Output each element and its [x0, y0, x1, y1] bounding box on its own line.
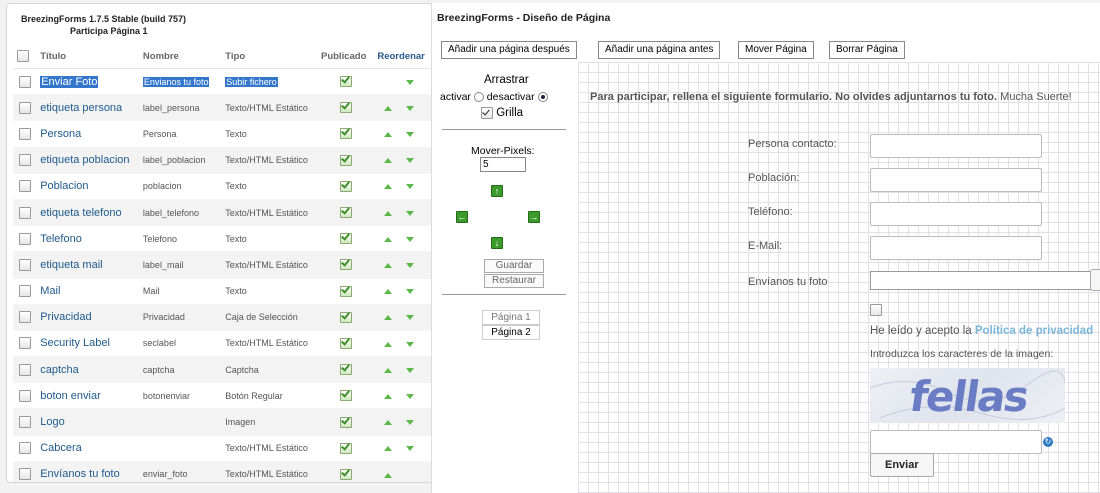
row-title-link[interactable]: Cabcera [40, 442, 82, 455]
published-icon[interactable] [339, 75, 351, 86]
telefono-input[interactable] [870, 202, 1042, 226]
row-type: Texto/HTML Estático [225, 102, 308, 113]
row-checkbox[interactable] [19, 154, 31, 166]
move-down-icon[interactable] [406, 184, 414, 189]
row-name: Persona [142, 128, 177, 139]
move-pixels-input[interactable]: 5 [480, 157, 526, 172]
row-published-cell [317, 435, 373, 461]
row-type: Texto/HTML Estático [225, 338, 308, 349]
deactivate-radio[interactable] [538, 92, 548, 102]
browse-button[interactable] [1090, 269, 1100, 291]
designer-title: BreezingForms - Diseño de Página [437, 12, 611, 24]
row-published-cell [317, 252, 373, 278]
form-intro [590, 91, 1072, 103]
email-label: E-Mail: [748, 240, 783, 252]
move-down-icon[interactable] [406, 420, 414, 425]
row-name: Privacidad [142, 312, 185, 323]
row-type-cell [221, 304, 317, 330]
move-down-icon[interactable] [406, 368, 414, 373]
row-checkbox[interactable] [19, 259, 31, 271]
row-checkbox[interactable] [19, 390, 31, 402]
row-type: Imagen [225, 417, 256, 428]
row-reorder-cell [373, 226, 432, 252]
deactivate-label: desactivar [486, 91, 535, 103]
row-name-cell [139, 357, 221, 383]
row-reorder-cell [373, 357, 432, 383]
row-name-cell [139, 95, 221, 121]
captcha-input[interactable] [870, 430, 1042, 454]
published-icon[interactable] [339, 442, 351, 453]
move-up-icon[interactable] [384, 132, 392, 137]
row-title-cell [36, 147, 139, 173]
row-type-cell [221, 121, 317, 147]
row-name: seclabel [142, 338, 176, 349]
move-up-icon[interactable] [384, 289, 392, 294]
row-name-cell [139, 278, 221, 304]
row-select-cell [13, 357, 36, 383]
delete-page-button[interactable]: Borrar Página [829, 41, 905, 59]
row-name: label_poblacion [142, 155, 206, 166]
photo-file-input[interactable] [870, 271, 1097, 290]
col-title[interactable]: Título [36, 44, 139, 69]
row-type: Captcha [225, 364, 259, 375]
row-name-cell [139, 409, 221, 435]
row-name-cell [139, 199, 221, 225]
row-title-link[interactable]: etiqueta poblacion [40, 154, 130, 167]
row-select-cell [13, 69, 36, 95]
row-reorder-cell [373, 95, 432, 121]
col-published[interactable]: Publicado [317, 44, 373, 69]
row-name: Mail [142, 286, 160, 297]
row-published-cell [317, 383, 373, 409]
move-down-icon[interactable] [406, 446, 414, 451]
app-title: BreezingForms 1.7.5 Stable (build 757) [21, 14, 187, 24]
row-name-cell [139, 173, 221, 199]
row-type: Texto [225, 233, 247, 244]
row-title-link[interactable]: etiqueta telefono [40, 206, 122, 219]
row-name: label_mail [142, 259, 184, 270]
save-button[interactable]: Guardar [484, 259, 544, 273]
row-title-link[interactable]: etiqueta mail [40, 258, 103, 271]
move-down-icon[interactable] [406, 315, 414, 320]
row-select-cell [13, 121, 36, 147]
activate-label: activar [440, 91, 471, 103]
row-checkbox[interactable] [19, 207, 31, 219]
move-up-icon[interactable] [384, 420, 392, 425]
row-published-cell [317, 330, 373, 356]
row-checkbox[interactable] [19, 311, 31, 323]
move-up-icon[interactable] [384, 106, 392, 111]
row-title-link[interactable]: Privacidad [40, 311, 92, 324]
row-reorder-cell [373, 330, 432, 356]
row-name: Envianos tu foto [143, 76, 209, 87]
row-title-cell [36, 252, 139, 278]
table-row[interactable] [13, 435, 432, 461]
move-down-icon[interactable] [406, 394, 414, 399]
move-down-icon[interactable] [406, 80, 414, 85]
select-all-checkbox[interactable] [17, 50, 29, 62]
row-checkbox[interactable] [19, 468, 31, 480]
row-title-link[interactable]: Mail [40, 285, 61, 298]
row-title-link[interactable]: Enviar Foto [41, 75, 98, 88]
row-type: Texto [225, 181, 247, 192]
row-published-cell [317, 409, 373, 435]
table-row[interactable] [13, 409, 432, 435]
row-title-link[interactable]: boton enviar [40, 389, 101, 402]
published-icon[interactable] [339, 416, 351, 427]
row-type-cell [221, 95, 317, 121]
row-title-cell [36, 199, 139, 225]
move-down-icon[interactable] [406, 263, 414, 268]
row-name: enviar_foto [142, 469, 188, 480]
restore-button[interactable]: Restaurar [484, 274, 544, 288]
select-all-cell [13, 44, 36, 69]
row-checkbox[interactable] [19, 128, 31, 140]
row-reorder-cell [373, 278, 432, 304]
table-row[interactable] [13, 461, 432, 483]
move-down-icon[interactable] [406, 158, 414, 163]
table-row[interactable] [13, 69, 432, 95]
row-checkbox[interactable] [19, 233, 31, 245]
photo-label: Envíanos tu foto [748, 276, 828, 288]
poblacion-input[interactable] [870, 168, 1042, 192]
intro-normal-text: Mucha Suerte! [1000, 91, 1072, 103]
row-select-cell [13, 95, 36, 121]
row-reorder-cell [373, 461, 432, 483]
grid-toggle [481, 107, 523, 119]
row-type-cell [221, 278, 317, 304]
row-name-cell [139, 226, 221, 252]
row-published-cell [317, 461, 373, 483]
row-published-cell [317, 121, 373, 147]
row-published-cell [317, 357, 373, 383]
add-page-after-button[interactable]: Añadir una página después [441, 41, 577, 59]
row-title-cell [36, 330, 139, 356]
send-button[interactable]: Enviar [870, 453, 934, 477]
published-icon[interactable] [339, 180, 351, 191]
table-row[interactable] [13, 330, 432, 356]
row-published-cell [317, 199, 373, 225]
row-reorder-cell [373, 304, 432, 330]
published-icon[interactable] [339, 285, 351, 296]
row-type-cell [221, 383, 317, 409]
row-title-cell [36, 69, 139, 95]
row-checkbox[interactable] [19, 102, 31, 114]
table-row[interactable] [13, 357, 432, 383]
table-row[interactable] [13, 383, 432, 409]
row-type: Caja de Selección [225, 312, 298, 323]
row-published-cell [317, 69, 373, 95]
row-name-cell [139, 304, 221, 330]
poblacion-label: Población: [748, 172, 800, 184]
row-title-link[interactable]: Telefono [40, 232, 82, 245]
privacy-accept [870, 325, 1093, 337]
row-reorder-cell [373, 383, 432, 409]
fields-panel [6, 3, 433, 483]
row-reorder-cell [373, 435, 432, 461]
row-type: Botón Regular [225, 390, 283, 401]
page-subtitle: Participa Página 1 [70, 26, 148, 36]
accept-text: He leído y acepto la [870, 325, 972, 337]
move-up-icon[interactable]: ↑ [491, 185, 503, 197]
refresh-icon[interactable]: ↻ [1044, 437, 1052, 446]
row-title-cell [36, 357, 139, 383]
col-type[interactable]: Tipo [221, 44, 317, 69]
row-name: label_telefono [142, 207, 199, 218]
divider [442, 294, 566, 295]
row-name: captcha [142, 364, 175, 375]
table-row[interactable] [13, 278, 432, 304]
row-checkbox[interactable] [19, 180, 31, 192]
row-title-link[interactable]: Poblacion [40, 180, 89, 193]
move-up-icon[interactable] [384, 211, 392, 216]
row-name-cell [139, 69, 221, 95]
row-title-link[interactable]: captcha [40, 363, 79, 376]
row-type: Texto [225, 286, 247, 297]
move-up-icon[interactable] [384, 263, 392, 268]
row-select-cell [13, 173, 36, 199]
move-down-icon[interactable] [406, 106, 414, 111]
table-row[interactable] [13, 173, 432, 199]
published-icon[interactable] [339, 363, 351, 374]
fields-table [13, 44, 432, 483]
published-icon[interactable] [339, 232, 351, 243]
row-reorder-cell [373, 409, 432, 435]
table-row[interactable] [13, 147, 432, 173]
row-name-cell [139, 461, 221, 483]
move-up-icon[interactable] [384, 394, 392, 399]
captcha-label: Introduzca los caracteres de la imagen: [870, 348, 1054, 360]
page-designer [431, 3, 1100, 493]
published-icon[interactable] [339, 154, 351, 165]
row-type-cell [221, 461, 317, 483]
row-select-cell [13, 226, 36, 252]
row-name-cell [139, 252, 221, 278]
page-1-button[interactable]: Página 1 [482, 310, 540, 325]
drag-toggle [440, 91, 548, 103]
published-icon[interactable] [339, 127, 351, 138]
move-left-icon[interactable]: ← [457, 212, 467, 222]
move-up-icon[interactable] [384, 342, 392, 347]
row-type-cell [221, 173, 317, 199]
form-canvas [578, 62, 1100, 493]
row-reorder-cell [373, 121, 432, 147]
captcha-text: fellas [906, 372, 1031, 421]
move-up-icon[interactable] [384, 237, 392, 242]
row-type-cell [221, 409, 317, 435]
privacy-checkbox[interactable] [870, 304, 882, 316]
row-title-cell [36, 173, 139, 199]
move-down-icon[interactable] [406, 211, 414, 216]
row-type-cell [221, 147, 317, 173]
move-up-icon[interactable] [384, 158, 392, 163]
row-type: Subir fichero [226, 76, 277, 87]
row-type: Texto/HTML Estático [225, 469, 308, 480]
row-reorder-cell [373, 147, 432, 173]
activate-radio[interactable] [474, 92, 484, 102]
move-up-icon[interactable] [384, 184, 392, 189]
published-icon[interactable] [339, 311, 351, 322]
row-reorder-cell [373, 199, 432, 225]
contact-input[interactable] [870, 134, 1042, 158]
page-2-button[interactable]: Página 2 [482, 325, 540, 340]
row-select-cell [13, 330, 36, 356]
row-checkbox[interactable] [19, 442, 31, 454]
row-name-cell [139, 330, 221, 356]
table-header-row [13, 44, 432, 69]
row-checkbox[interactable] [19, 337, 31, 349]
row-type: Texto/HTML Estático [225, 443, 308, 454]
move-down-icon[interactable] [406, 132, 414, 137]
grid-checkbox[interactable] [481, 107, 493, 119]
table-row[interactable] [13, 304, 432, 330]
row-select-cell [13, 409, 36, 435]
move-down-icon[interactable] [406, 342, 414, 347]
table-row[interactable] [13, 199, 432, 225]
row-title-link[interactable]: etiqueta persona [40, 101, 123, 114]
move-pixels-label: Mover-Pixels: [471, 145, 535, 157]
published-icon[interactable] [339, 389, 351, 400]
move-down-icon[interactable]: ↓ [491, 237, 503, 249]
row-title-cell [36, 435, 139, 461]
table-row[interactable] [13, 95, 432, 121]
published-icon[interactable] [339, 206, 351, 217]
row-checkbox[interactable] [19, 76, 31, 88]
row-select-cell [13, 278, 36, 304]
row-select-cell [13, 435, 36, 461]
row-title-cell [36, 226, 139, 252]
move-down-icon[interactable] [406, 237, 414, 242]
row-type-cell [221, 69, 317, 95]
row-type-cell [221, 435, 317, 461]
row-title-link[interactable]: Security Label [40, 337, 110, 350]
row-title-cell [36, 383, 139, 409]
telefono-label: Teléfono: [748, 206, 793, 218]
row-name: poblacion [142, 181, 182, 192]
row-select-cell [13, 383, 36, 409]
row-select-cell [13, 147, 36, 173]
row-name-cell [139, 435, 221, 461]
row-title-cell [36, 461, 139, 483]
row-type-cell [221, 252, 317, 278]
row-reorder-cell [373, 69, 432, 95]
row-name: botonenviar [142, 390, 190, 401]
row-title-link[interactable]: Logo [40, 416, 65, 429]
contact-label: Persona contacto: [748, 138, 837, 150]
row-published-cell [317, 278, 373, 304]
table-row[interactable] [13, 252, 432, 278]
published-icon[interactable] [339, 258, 351, 269]
row-checkbox[interactable] [19, 416, 31, 428]
email-input[interactable] [870, 236, 1042, 260]
design-controls [440, 69, 568, 449]
row-published-cell [317, 173, 373, 199]
captcha-image [870, 368, 1065, 423]
published-icon[interactable] [339, 337, 351, 348]
row-select-cell [13, 461, 36, 483]
row-title-cell [36, 121, 139, 147]
row-select-cell [13, 304, 36, 330]
grid-label: Grilla [496, 107, 524, 120]
col-name[interactable]: Nombre [139, 44, 221, 69]
table-row[interactable] [13, 121, 432, 147]
row-published-cell [317, 304, 373, 330]
row-published-cell [317, 95, 373, 121]
row-type-cell [221, 330, 317, 356]
published-icon[interactable] [339, 101, 351, 112]
row-reorder-cell [373, 252, 432, 278]
divider [442, 129, 566, 130]
table-row[interactable] [13, 226, 432, 252]
row-type-cell [221, 357, 317, 383]
move-up-icon[interactable] [384, 315, 392, 320]
row-checkbox[interactable] [19, 285, 31, 297]
move-down-icon[interactable] [406, 289, 414, 294]
row-name-cell [139, 147, 221, 173]
row-name: label_persona [142, 102, 200, 113]
drag-label: Arrastrar [484, 74, 529, 86]
move-up-icon[interactable] [384, 473, 392, 478]
row-name-cell [139, 383, 221, 409]
row-title-cell [36, 95, 139, 121]
row-title-link[interactable]: Envíanos tu foto [40, 468, 120, 481]
row-title-cell [36, 304, 139, 330]
row-type: Texto [225, 128, 247, 139]
row-title-cell [36, 409, 139, 435]
move-page-button[interactable]: Mover Página [738, 41, 814, 59]
row-reorder-cell [373, 173, 432, 199]
form-header [21, 13, 186, 37]
row-checkbox[interactable] [19, 364, 31, 376]
add-page-before-button[interactable]: Añadir una página antes [598, 41, 720, 59]
published-icon[interactable] [339, 468, 351, 479]
move-up-icon[interactable] [384, 446, 392, 451]
privacy-policy-link[interactable]: Política de privacidad [974, 325, 1094, 337]
row-type: Texto/HTML Estático [225, 155, 308, 166]
row-type: Texto/HTML Estático [225, 207, 308, 218]
row-published-cell [317, 226, 373, 252]
move-up-icon[interactable] [384, 368, 392, 373]
row-name-cell [139, 121, 221, 147]
row-select-cell [13, 252, 36, 278]
row-type-cell [221, 226, 317, 252]
row-select-cell [13, 199, 36, 225]
intro-bold-text: Para participar, rellena el siguiente formulario. No olvides adjuntarnos tu foto. [590, 91, 998, 103]
row-name: Telefono [142, 233, 177, 244]
row-title-link[interactable]: Persona [40, 127, 82, 140]
move-right-icon[interactable]: → [529, 212, 539, 222]
row-title-cell [36, 278, 139, 304]
row-published-cell [317, 147, 373, 173]
col-reorder[interactable]: Reordenar [373, 44, 432, 69]
row-type-cell [221, 199, 317, 225]
row-type: Texto/HTML Estático [225, 259, 308, 270]
